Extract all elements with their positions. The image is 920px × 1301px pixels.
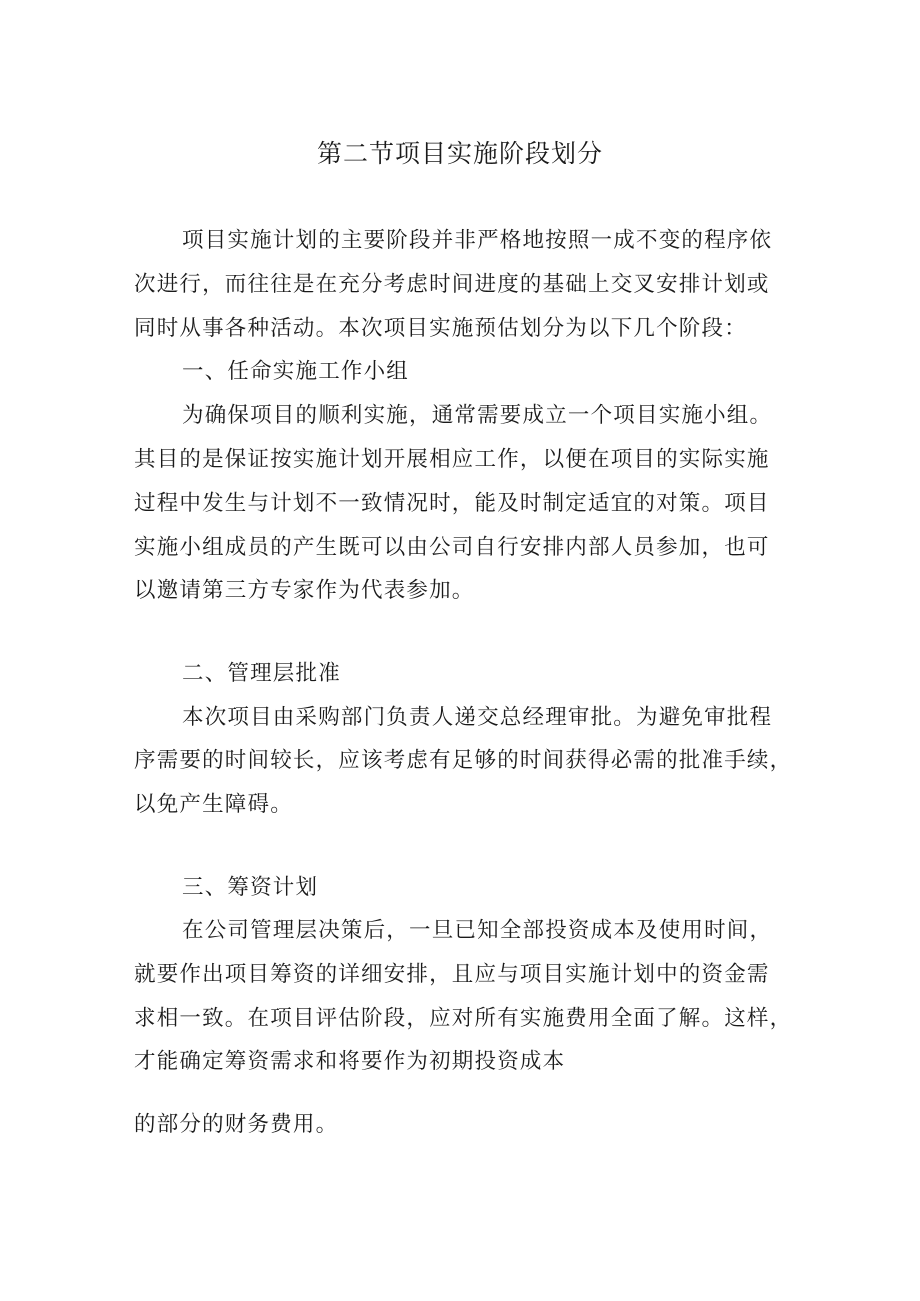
section-1-line-4: 实施小组成员的产生既可以由公司自行安排内部人员参加，也可 [134, 535, 770, 560]
section-3-line-3: 求相一致。在项目评估阶段，应对所有实施费用全面了解。这样， [134, 1006, 793, 1031]
section-1-line-2: 其目的是保证按实施计划开展相应工作，以便在项目的实际实施 [134, 447, 770, 472]
section-3-line-4: 才能确定筹资需求和将要作为初期投资成本 [134, 1049, 566, 1074]
intro-line-1: 项目实施计划的主要阶段并非严格地按照一成不变的程序依 [182, 228, 773, 253]
section-1-line-5: 以邀请第三方专家作为代表参加。 [134, 578, 475, 603]
page-title: 第二节项目实施阶段划分 [316, 139, 603, 168]
section-3-line-5: 的部分的财务费用。 [134, 1112, 339, 1137]
intro-line-2: 次进行，而往往是在充分考虑时间进度的基础上交叉安排计划或 [134, 272, 770, 297]
section-3-heading: 三、筹资计划 [182, 875, 319, 900]
section-1-heading: 一、任命实施工作小组 [182, 359, 410, 384]
section-3-line-2: 就要作出项目筹资的详细安排，且应与项目实施计划中的资金需 [134, 962, 770, 987]
section-2-heading: 二、管理层批准 [182, 661, 341, 686]
section-1-line-1: 为确保项目的顺利实施，通常需要成立一个项目实施小组。 [182, 403, 773, 428]
section-2-line-1: 本次项目由采购部门负责人递交总经理审批。为避免审批程 [182, 705, 773, 730]
section-3-line-1: 在公司管理层决策后，一旦已知全部投资成本及使用时间， [182, 918, 773, 943]
section-2-line-2: 序需要的时间较长，应该考虑有足够的时间获得必需的批准手续， [134, 748, 793, 773]
section-2-line-3: 以免产生障碍。 [134, 792, 293, 817]
intro-line-3: 同时从事各种活动。本次项目实施预估划分为以下几个阶段： [134, 316, 747, 341]
section-1-line-3: 过程中发生与计划不一致情况时，能及时制定适宜的对策。项目 [134, 491, 770, 516]
